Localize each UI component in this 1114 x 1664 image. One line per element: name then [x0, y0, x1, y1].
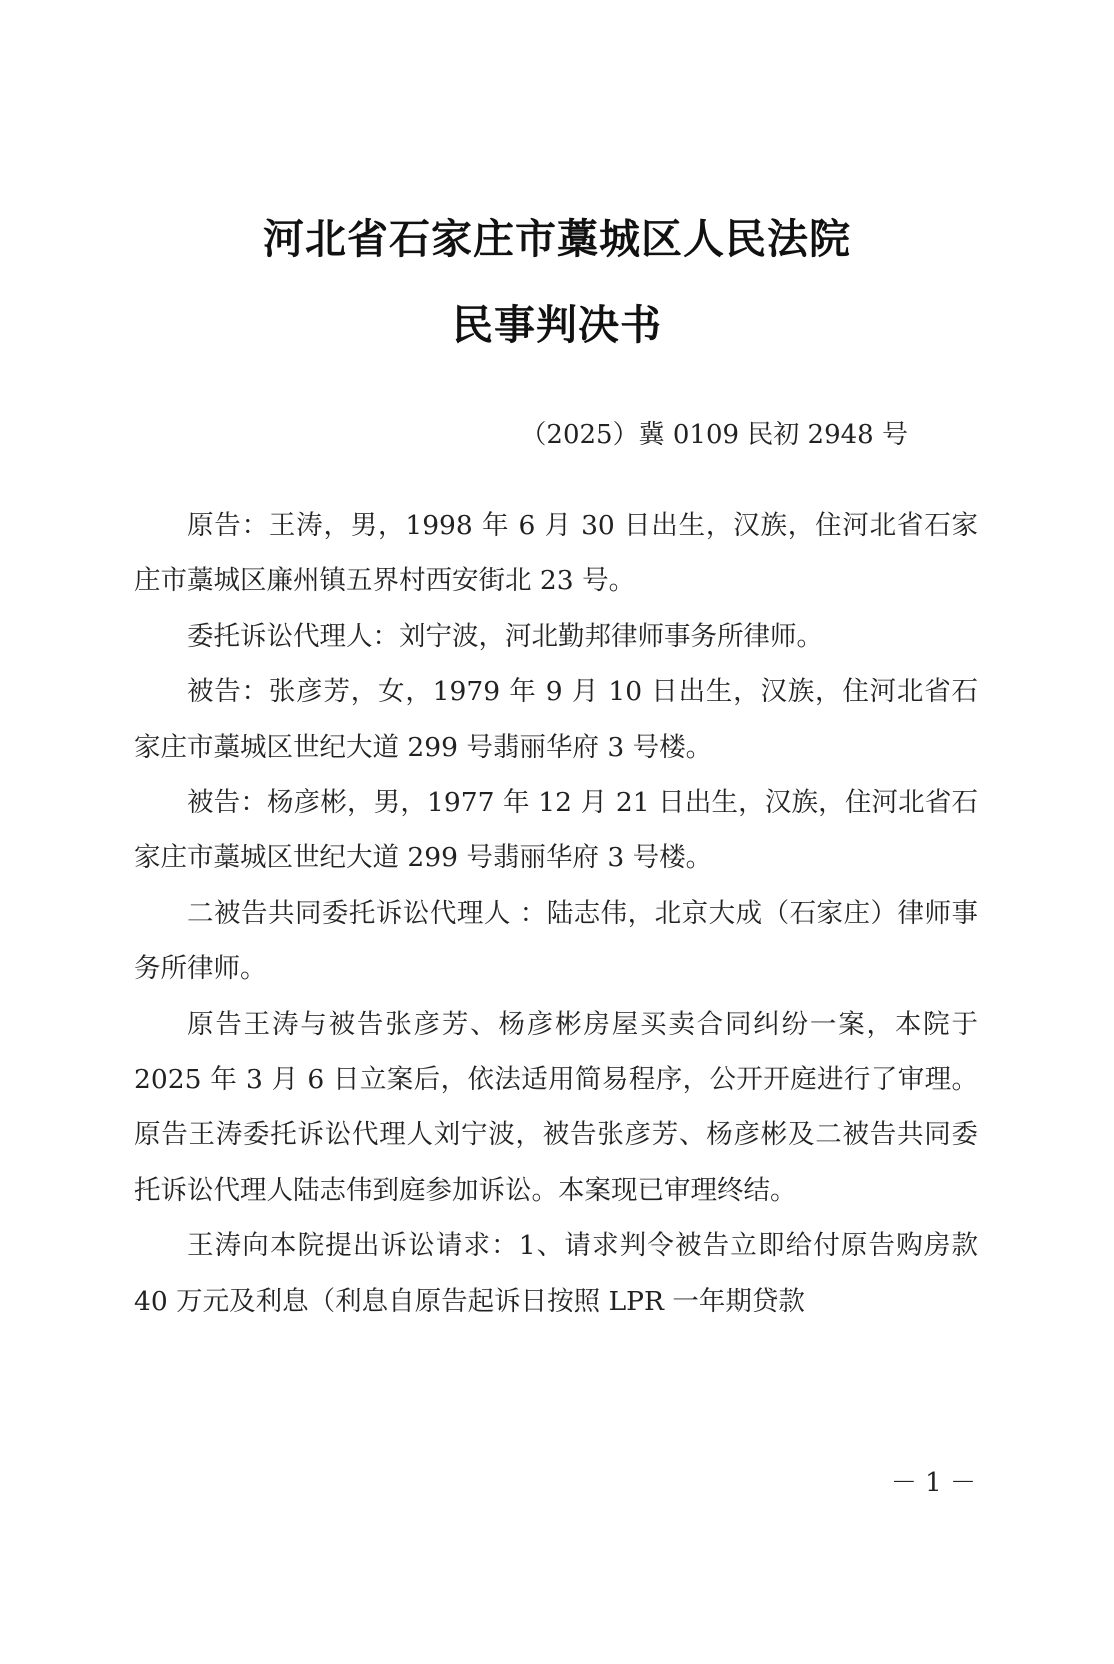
paragraph-defendant-1: 被告：张彦芳，女，1979 年 9 月 10 日出生，汉族，住河北省石家庄市藁城区世纪大道 299 号翡丽华府 3 号楼。 — [134, 676, 978, 763]
page-number: － 1 － — [890, 1468, 976, 1498]
court-name-heading: 河北省石家庄市藁城区人民法院 — [263, 215, 851, 263]
paragraph-defendant-agent: 二被告共同委托诉讼代理人 ：陆志伟，北京大成（石家庄）律师事务所律师。 — [134, 897, 978, 985]
paragraph-claims: 王涛向本院提出诉讼请求：1、请求判令被告立即给付原告购房款 40 万元及利息（利息自原告起诉日按照 LPR 一年期贷款 — [134, 1230, 978, 1317]
paragraph-plaintiff: 原告：王涛，男，1998 年 6 月 30 日出生，汉族，住河北省石家庄市藁城区廉州镇五界村西安街北 23 号。 — [134, 510, 978, 597]
paragraph-defendant-2: 被告：杨彦彬，男，1977 年 12 月 21 日出生，汉族，住河北省石家庄市藁城区世纪大道 299 号翡丽华府 3 号楼。 — [134, 787, 978, 874]
document-title: 民事判决书 — [452, 301, 662, 349]
case-number: （2025）冀 0109 民初 2948 号 — [520, 420, 908, 450]
document-body — [134, 498, 978, 1329]
paragraph-case-summary: 原告王涛与被告张彦芳、杨彦彬房屋买卖合同纠纷一案，本院于 2025 年 3 月 6 日立案后，依法适用简易程序，公开开庭进行了审理。原告王涛委托诉讼代理人刘宁波，被告张彦芳、杨彦彬及二被告共同委托诉讼代理人陆志伟到庭参加诉讼。本案现已审理终结。 — [134, 1008, 978, 1206]
paragraph-plaintiff-agent: 委托诉讼代理人：刘宁波，河北勤邦律师事务所律师。 — [187, 620, 823, 652]
